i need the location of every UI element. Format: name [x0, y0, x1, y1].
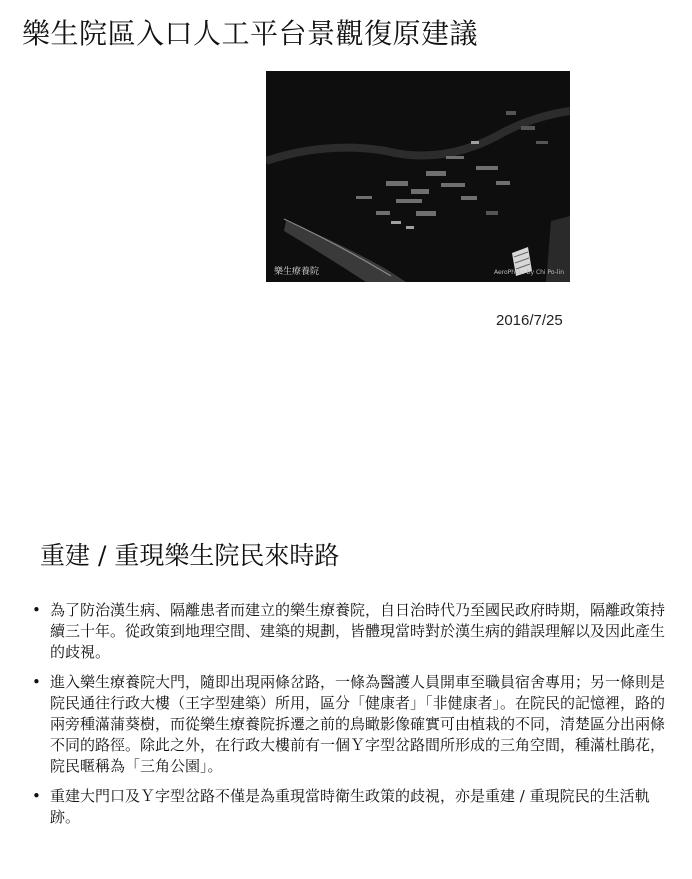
bullet-list [30, 600, 665, 837]
bullet-text: 為了防治漢生病、隔離患者而建立的樂生療養院，自日治時代乃至國民政府時期，隔離政策持續三十年。從政策到地理空間、建築的規劃，皆體現當時對於漢生病的錯誤理解以及因此產生的歧視。 [50, 601, 666, 661]
slide-date: 2016/7/25 [496, 312, 563, 329]
aerial-photo [266, 71, 570, 282]
slide-title: 樂生院區入口人工平台景觀復原建議 [22, 17, 479, 50]
section-title: 重建 / 重現樂生院民來時路 [40, 541, 340, 570]
bullet-icon: • [32, 601, 41, 619]
list-item [30, 672, 665, 777]
bullet-icon: • [32, 673, 41, 691]
bullet-text: 進入樂生療養院大門，隨即出現兩條岔路，一條為醫護人員開車至職員宿舍專用；另一條則是院民通往行政大樓（王字型建築）所用，區分「健康者」「非健康者」。在院民的記憶裡，路的兩旁種滿蒲葵樹，而從樂生療養院拆遷之前的鳥瞰影像確實可由植栽的不同，清楚區分出兩條不同的路徑。除此之外，在行政大樓前有一個Ｙ字型岔路間所形成的三角空間，種滿杜鵑花，院民暱稱為「三角公園」。 [50, 673, 666, 775]
photo-credit: AeroPhoto by Chi Po-lin [493, 269, 564, 276]
bullet-text: 重建大門口及Ｙ字型岔路不僅是為重現當時衛生政策的歧視，亦是重建 / 重現院民的生活軌跡。 [50, 787, 650, 826]
bullet-icon: • [32, 787, 41, 805]
photo-caption: 樂生療養院 [274, 267, 320, 277]
aerial-photo-graphic [266, 71, 570, 282]
list-item [30, 600, 665, 663]
list-item [30, 786, 665, 828]
